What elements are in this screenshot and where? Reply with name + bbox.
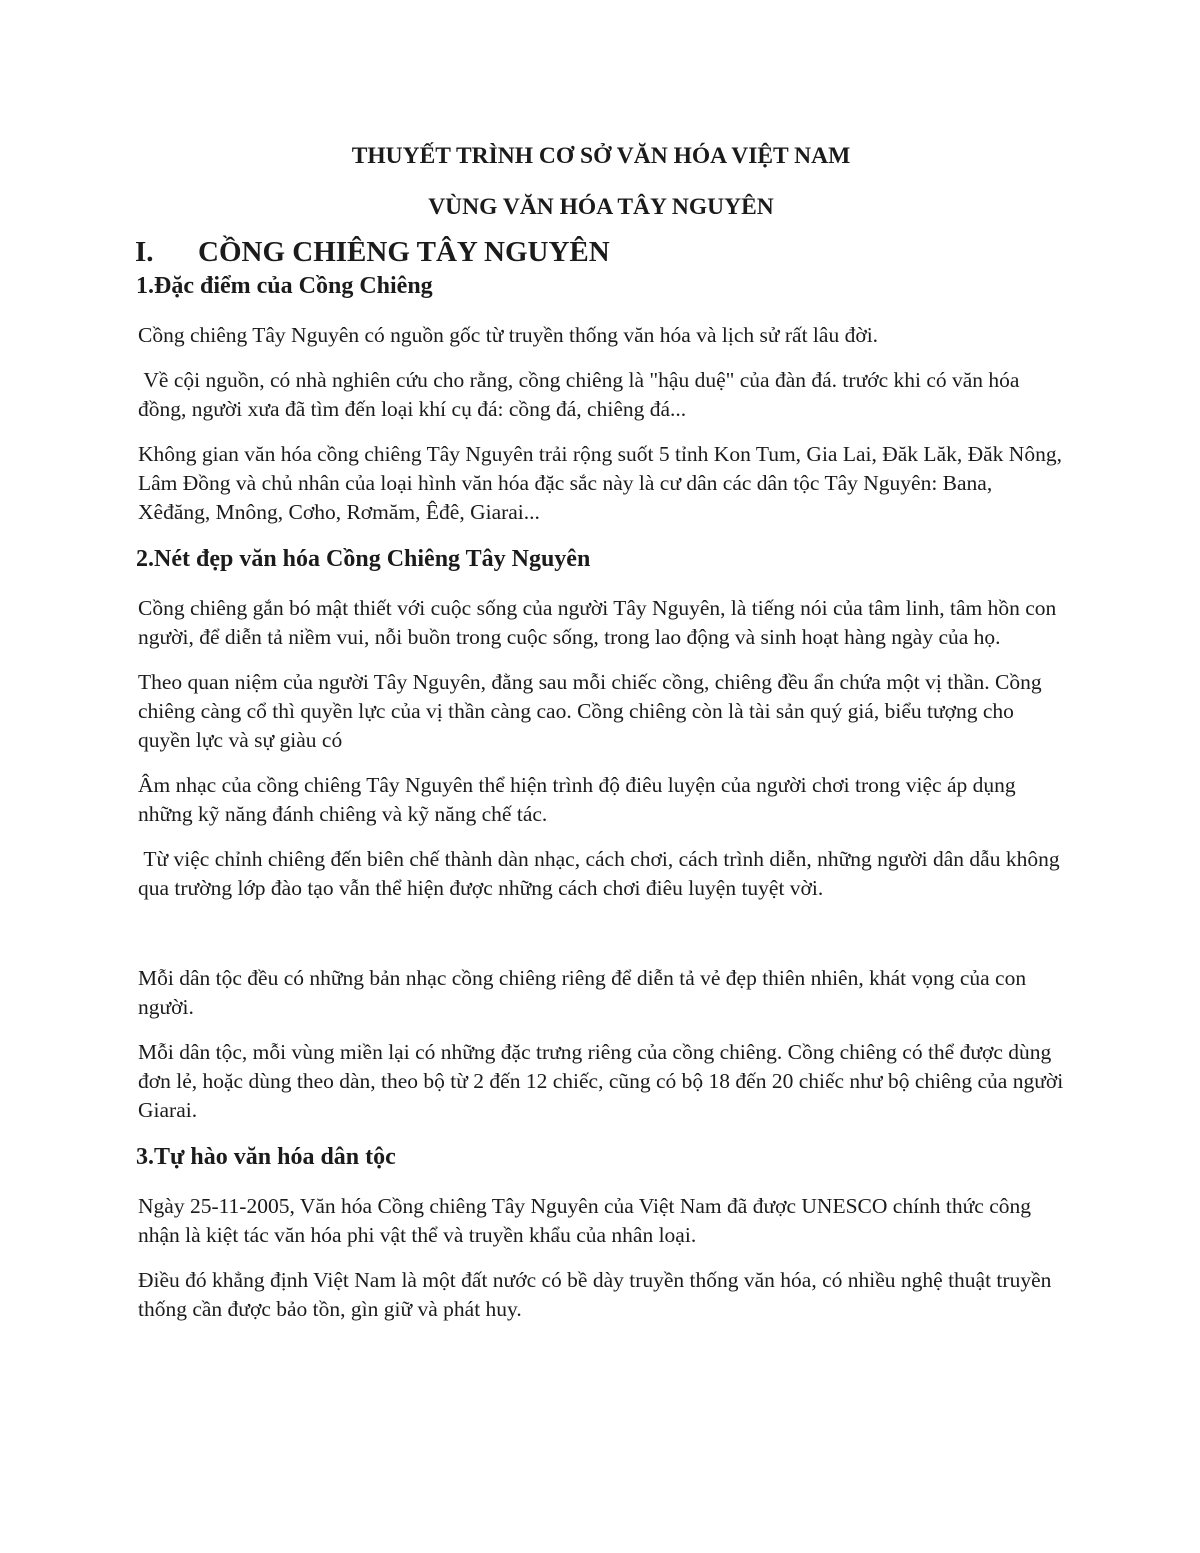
paragraph-spirits: Theo quan niệm của người Tây Nguyên, đằng sau mỗi chiếc cồng, chiêng đều ẩn chứa một vị thần. Cồng chiêng càng cổ thì quyền lực của vị thần càng cao. Cồng chiêng còn là tài sản quý giá, biểu tượng cho quyền lực và sự giàu có xyxy=(138,670,1047,752)
section-heading xyxy=(135,234,1064,270)
paragraph-heritage: Điều đó khẳng định Việt Nam là một đất nước có bề dày truyền thống văn hóa, có nhiều nghệ thuật truyền thống cần được bảo tồn, gìn giữ và phát huy. xyxy=(138,1268,1057,1321)
document-title: THUYẾT TRÌNH CƠ SỞ VĂN HÓA VIỆT NAM xyxy=(351,143,851,169)
paragraph-performance: Từ việc chỉnh chiêng đến biên chế thành dàn nhạc, cách chơi, cách trình diễn, những người dân dẫu không qua trường lớp đào tạo vẫn thể hiện được những cách chơi điêu luyện tuyệt vời. xyxy=(138,847,1065,900)
paragraph-music-skill: Âm nhạc của cồng chiêng Tây Nguyên thể hiện trình độ điêu luyện của người chơi trong việc áp dụng những kỹ năng đánh chiêng và kỹ năng chế tác. xyxy=(138,773,1022,826)
paragraph-daily-life: Cồng chiêng gắn bó mật thiết với cuộc sống của người Tây Nguyên, là tiếng nói của tâm linh, tâm hồn con người, để diễn tả niềm vui, nỗi buồn trong cuộc sống, trong lao động và sinh hoạt hàng ngày của họ. xyxy=(138,596,1062,649)
subheading-1: 1.Đặc điểm của Cồng Chiêng xyxy=(136,273,433,299)
document-subtitle: VÙNG VĂN HÓA TÂY NGUYÊN xyxy=(428,194,774,220)
paragraph-unesco: Ngày 25-11-2005, Văn hóa Cồng chiêng Tây Nguyên của Việt Nam đã được UNESCO chính thức công nhận là kiệt tác văn hóa phi vật thể và truyền khẩu của nhân loại. xyxy=(138,1194,1037,1247)
subheading-3: 3.Tự hào văn hóa dân tộc xyxy=(136,1144,396,1170)
section-title: CỒNG CHIÊNG TÂY NGUYÊN xyxy=(198,236,610,268)
section-numeral: I. xyxy=(135,236,154,268)
paragraph-roots: Về cội nguồn, có nhà nghiên cứu cho rằng, cồng chiêng là "hậu duệ" của đàn đá. trước khi có văn hóa đồng, người xưa đã tìm đến loại khí cụ đá: cồng đá, chiêng đá... xyxy=(138,368,1025,421)
subheading-2: 2.Nét đẹp văn hóa Cồng Chiêng Tây Nguyên xyxy=(136,546,591,572)
blank-paragraph xyxy=(138,919,1064,948)
paragraph-origin: Cồng chiêng Tây Nguyên có nguồn gốc từ truyền thống văn hóa và lịch sử rất lâu đời. xyxy=(138,323,879,347)
paragraph-gong-sets: Mỗi dân tộc, mỗi vùng miền lại có những đặc trưng riêng của cồng chiêng. Cồng chiêng có thể được dùng đơn lẻ, hoặc dùng theo dàn, theo bộ từ 2 đến 12 chiếc, cũng có bộ 18 đến 20 chiếc như bộ chiêng của người Giarai. xyxy=(138,1040,1069,1122)
paragraph-provinces: Không gian văn hóa cồng chiêng Tây Nguyên trải rộng suốt 5 tỉnh Kon Tum, Gia Lai, Đăk Lăk, Đăk Nông, Lâm Đồng và chủ nhân của loại hình văn hóa đặc sắc này là cư dân các dân tộc Tây Nguyên: Bana, Xêđăng, Mnông, Cơho, Rơmăm, Êđê, Giarai... xyxy=(138,442,1068,524)
paragraph-ethnic-songs: Mỗi dân tộc đều có những bản nhạc cồng chiêng riêng để diễn tả vẻ đẹp thiên nhiên, khát vọng của con người. xyxy=(138,966,1032,1019)
